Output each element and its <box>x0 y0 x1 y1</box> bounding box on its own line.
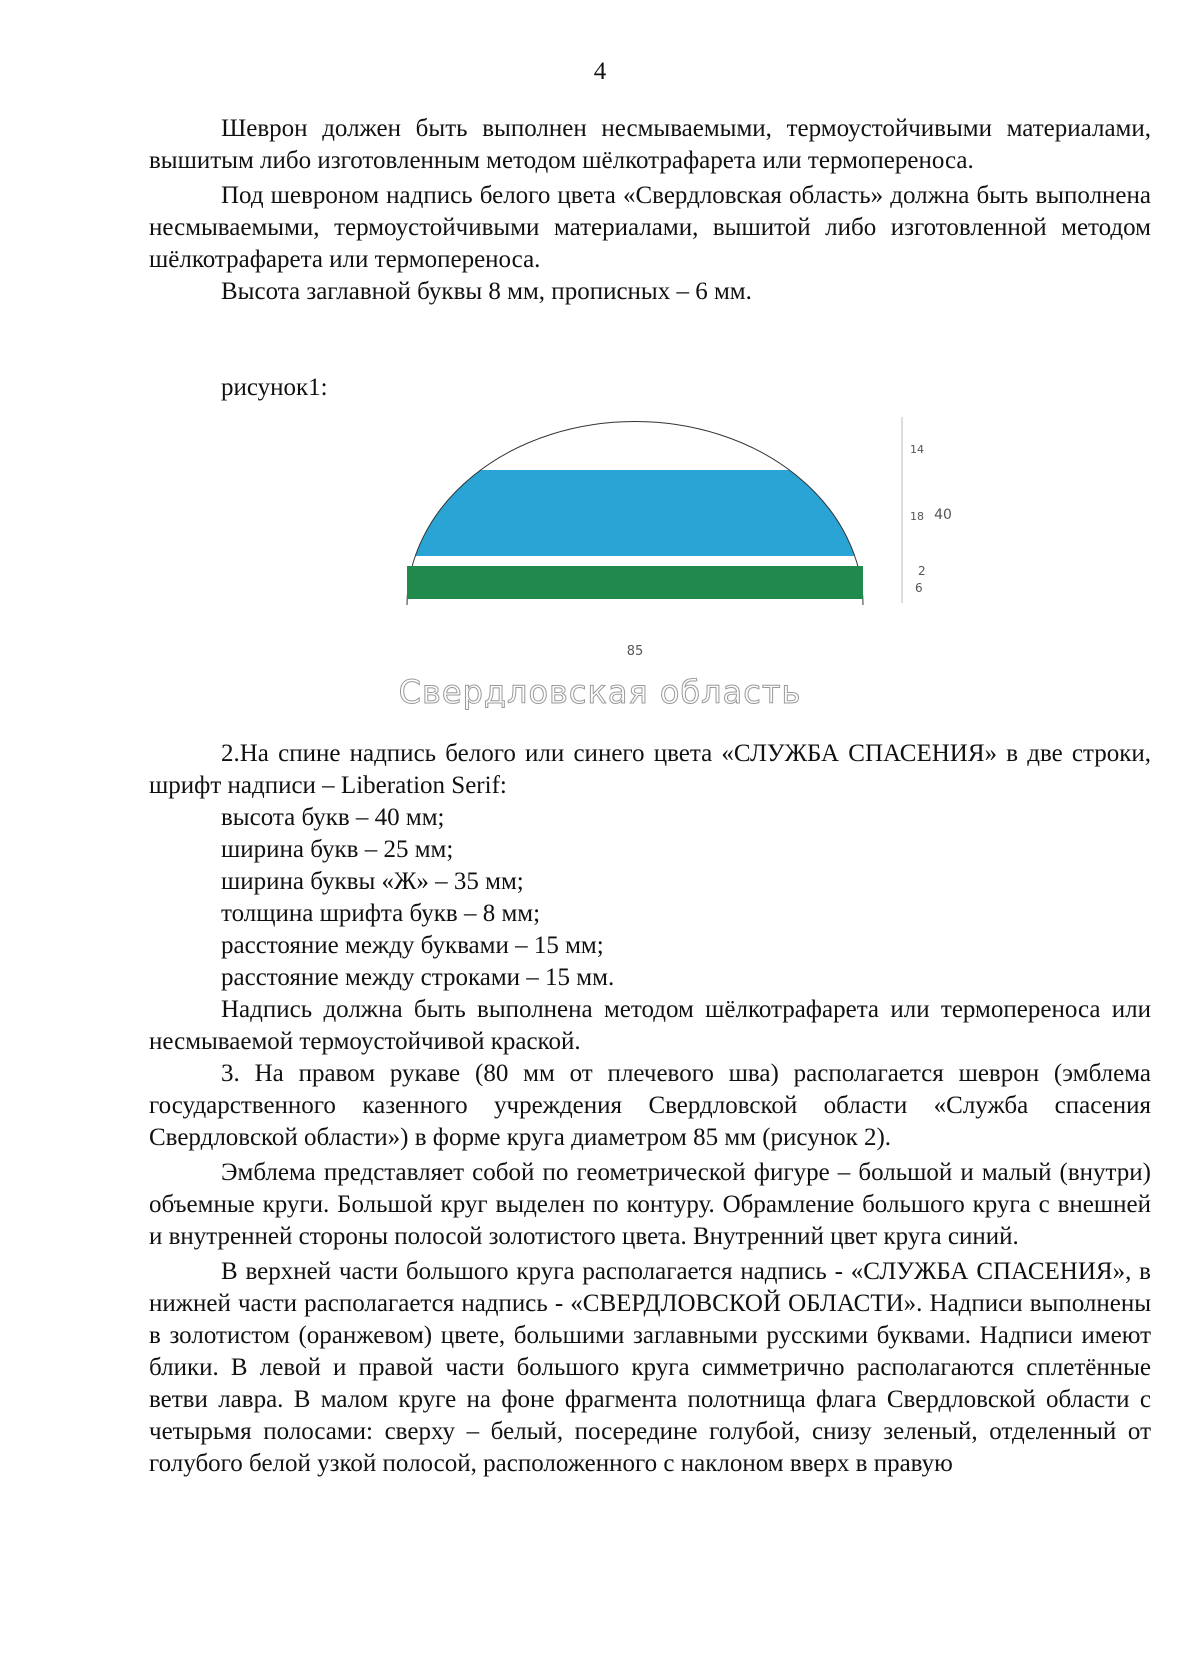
spec-item: расстояние между буквами – 15 мм; <box>221 932 604 959</box>
dim-total-height: 40 <box>934 507 952 523</box>
paragraph: Шеврон должен быть выполнен несмываемыми, термоустойчивыми материалами, вышитым либо изготовленным методом шёлкотрафарета или термопереноса. <box>149 115 1151 174</box>
dim-blue-band: 18 <box>910 510 924 523</box>
white-gap-band <box>390 556 890 566</box>
white-band <box>390 405 890 470</box>
region-label: Свердловская область <box>398 673 802 711</box>
spec-item: ширина букв – 25 мм; <box>221 836 454 863</box>
paragraph: 2.На спине надпись белого или синего цвета «СЛУЖБА СПАСЕНИЯ» в две строки, шрифт надписи – Liberation Serif: <box>149 740 1151 799</box>
dim-gap: 2 <box>918 564 926 578</box>
spec-item: ширина буквы «Ж» – 35 мм; <box>221 868 524 895</box>
green-band <box>407 566 863 599</box>
paragraph: В верхней части большого круга располагается надпись - «СЛУЖБА СПАСЕНИЯ», в нижней части располагается надпись - «СВЕРДЛОВСКОЙ ОБЛАСТИ». Надписи выполнены в золотистом (оранжевом) цвете, большими заглавными русскими буквами. Надписи имеют блики. В левой и правой части большого круга симметрично располагаются сплетённые ветви лавра. В малом круге на фоне фрагмента полотнища флага Свердловской области с четырьмя полосами: сверху – белый, посередине голубой, снизу зеленый, отделенный от голубого белой узкой полосой, расположенного с наклоном вверх в правую <box>149 1258 1151 1477</box>
figure-caption: рисунок1: <box>221 374 328 401</box>
paragraph: 3. На правом рукаве (80 мм от плечевого шва) располагается шеврон (эмблема государственного казенного учреждения Свердловской области «Служба спасения Свердловской области») в форме круга диаметром 85 мм (рисунок 2). <box>149 1060 1151 1151</box>
paragraph: Под шевроном надпись белого цвета «Свердловская область» должна быть выполнена несмываемыми, термоустойчивыми материалами, вышитой либо изготовленной методом шёлкотрафарета или термопереноса. <box>149 182 1151 273</box>
intro-section <box>149 113 1151 308</box>
paragraph: Эмблема представляет собой по геометрической фигуре – большой и малый (внутри) объемные круги. Большой круг выделен по контуру. Обрамление большого круга с внешней и внутренней стороны полосой золотистого цвета. Внутренний цвет круга синий. <box>149 1159 1151 1250</box>
chevron-diagram <box>390 405 950 675</box>
chevron-figure <box>390 405 950 715</box>
spec-item: расстояние между строками – 15 мм. <box>221 964 615 991</box>
spec-item: толщина шрифта букв – 8 мм; <box>221 900 541 927</box>
dim-width: 85 <box>626 644 644 659</box>
dim-green-band: 6 <box>915 581 923 595</box>
paragraph: Надпись должна быть выполнена методом шёлкотрафарета или термопереноса или несмываемой термоустойчивой краской. <box>149 996 1151 1055</box>
section-2 <box>149 738 1151 1480</box>
dim-white-band: 14 <box>910 443 924 456</box>
spec-item: высота букв – 40 мм; <box>221 804 445 831</box>
paragraph: Высота заглавной буквы 8 мм, прописных – 6 мм. <box>221 278 752 305</box>
page-number: 4 <box>593 58 607 85</box>
